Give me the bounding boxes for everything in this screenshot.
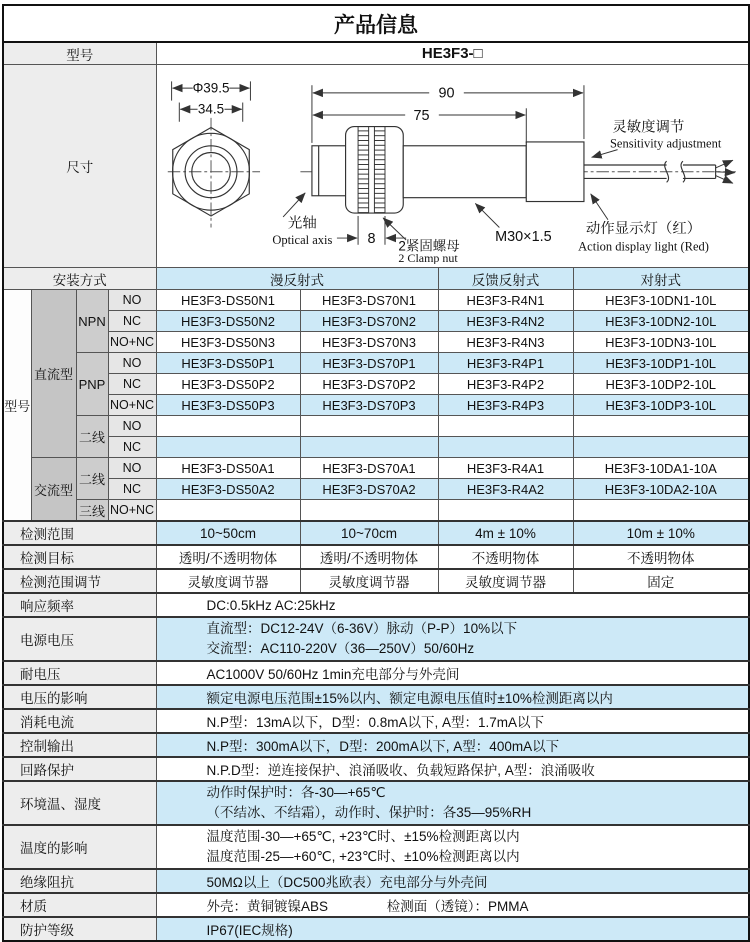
spec-value: 10~50cm <box>156 521 300 545</box>
spec-value: 固定 <box>573 569 749 593</box>
spec-value <box>156 617 749 661</box>
spec-value: IP67(IEC规格) <box>156 917 749 941</box>
product-table <box>2 4 750 942</box>
model-cell: HE3F3-R4P2 <box>438 374 573 395</box>
output-type: NO+NC <box>108 332 156 353</box>
product-info-sheet <box>2 4 748 942</box>
optical-axis-callout <box>272 192 332 246</box>
spec-label: 环境温、湿度 <box>3 781 156 825</box>
output-type: NO <box>108 290 156 311</box>
spec-label: 材质 <box>3 893 156 917</box>
dim-8-text: 8 <box>367 230 376 247</box>
spec-value: N.P型：13mA以下，D型：0.8mA以下, A型：1.7mA以下 <box>156 709 749 733</box>
wiring-2wire-ac: 二线 <box>76 458 108 500</box>
model-cell: HE3F3-10DN2-10L <box>573 311 749 332</box>
dimension-drawing-cell <box>156 65 749 268</box>
wiring-3wire: 三线 <box>76 500 108 522</box>
spec-label: 防护等级 <box>3 917 156 941</box>
model-cell <box>300 416 438 437</box>
spec-value: 不透明物体 <box>573 545 749 569</box>
spec-value: 额定电源电压范围±15%以内、额定电源电压值时±10%检测距离以内 <box>156 685 749 709</box>
power-type-dc: 直流型 <box>31 290 76 458</box>
spec-value <box>156 893 749 917</box>
clamp-nut-en: 2 Clamp nut <box>397 250 458 264</box>
output-type: NO <box>108 353 156 374</box>
mounting-type-throughbeam: 对射式 <box>573 268 749 290</box>
spec-value: N.P型：300mA以下，D型：200mA以下, A型：400mA以下 <box>156 733 749 757</box>
model-cell: HE3F3-R4P3 <box>438 395 573 416</box>
model-cell <box>300 437 438 458</box>
sensitivity-cn: 灵敏度调节 <box>611 118 684 135</box>
output-type: NO+NC <box>108 500 156 522</box>
model-cell <box>156 416 300 437</box>
model-cell: HE3F3-R4N1 <box>438 290 573 311</box>
action-light-cn: 动作显示灯（红） <box>585 220 701 237</box>
model-cell: HE3F3-DS50A1 <box>156 458 300 479</box>
model-cell: HE3F3-DS50P2 <box>156 374 300 395</box>
model-cell: HE3F3-R4N3 <box>438 332 573 353</box>
model-cell: HE3F3-DS70N1 <box>300 290 438 311</box>
spec-line: 温度范围-25—+60℃, +23℃时、±10%检测距离以内 <box>206 849 520 864</box>
spec-value: 透明/不透明物体 <box>300 545 438 569</box>
model-cell: HE3F3-10DP3-10L <box>573 395 749 416</box>
spec-line: （不结冰、不结霜），动作时、保护时：各35—95%RH <box>206 805 532 820</box>
model-cell: HE3F3-DS70A2 <box>300 479 438 500</box>
front-flats-text: 34.5 <box>197 101 224 117</box>
model-cell <box>438 416 573 437</box>
spec-value: 不透明物体 <box>438 545 573 569</box>
spec-value: 4m ± 10% <box>438 521 573 545</box>
model-row <box>3 416 749 437</box>
output-type: NO+NC <box>108 395 156 416</box>
spec-label: 绝缘阻抗 <box>3 869 156 893</box>
model-cell: HE3F3-10DP1-10L <box>573 353 749 374</box>
model-cell: HE3F3-DS70N2 <box>300 311 438 332</box>
action-light-callout <box>578 193 709 253</box>
spec-label: 检测目标 <box>3 545 156 569</box>
mounting-row <box>3 268 749 290</box>
wiring-2wire-dc: 二线 <box>76 416 108 458</box>
model-cell <box>438 500 573 522</box>
model-cell <box>300 500 438 522</box>
thread-callout <box>475 203 551 244</box>
optical-axis-cn: 光轴 <box>287 214 317 231</box>
dim-75-text: 75 <box>412 107 430 124</box>
header-row <box>3 5 749 42</box>
front-view <box>167 80 259 227</box>
spec-line: 动作时保护时：各-30—+65℃ <box>206 785 386 800</box>
spec-row-temp-influence <box>3 825 749 869</box>
clamp-nut-cn: 2紧固螺母 <box>397 238 460 254</box>
action-light-en: Action display light (Red) <box>577 239 709 254</box>
spec-row-detect-target <box>3 545 749 569</box>
dimension-8 <box>336 215 405 246</box>
spec-label: 检测范围 <box>3 521 156 545</box>
output-type: NO <box>108 458 156 479</box>
spec-row-control-output <box>3 733 749 757</box>
spec-value: 灵敏度调节器 <box>300 569 438 593</box>
material-lens: 检测面（透镜）：PMMA <box>386 899 529 914</box>
model-value: HE3F3-□ <box>156 42 749 65</box>
spec-value: 50MΩ以上（DC500兆欧表）充电部分与外壳间 <box>156 869 749 893</box>
spec-label: 电压的影响 <box>3 685 156 709</box>
model-cell: HE3F3-10DN3-10L <box>573 332 749 353</box>
output-type: NC <box>108 374 156 395</box>
optical-axis-en: Optical axis <box>271 232 332 247</box>
output-type: NO <box>108 416 156 437</box>
model-number-row <box>3 42 749 65</box>
thread-text: M30×1.5 <box>494 228 552 245</box>
spec-value <box>156 825 749 869</box>
model-cell <box>573 416 749 437</box>
model-row <box>3 437 749 458</box>
spec-line: 直流型：DC12-24V（6-36V）脉动（P-P）10%以下 <box>206 621 518 636</box>
spec-value: 10m ± 10% <box>573 521 749 545</box>
model-cell: HE3F3-R4N2 <box>438 311 573 332</box>
spec-row-protection-rating <box>3 917 749 941</box>
model-cell: HE3F3-DS70N3 <box>300 332 438 353</box>
spec-value: 灵敏度调节器 <box>438 569 573 593</box>
model-cell: HE3F3-DS70P2 <box>300 374 438 395</box>
model-cell: HE3F3-DS50N2 <box>156 311 300 332</box>
model-row <box>3 479 749 500</box>
model-row <box>3 332 749 353</box>
mounting-type-retroreflective: 反馈反射式 <box>438 268 573 290</box>
dimensions-row <box>3 65 749 268</box>
spec-value: 10~70cm <box>300 521 438 545</box>
model-row <box>3 311 749 332</box>
model-label: 型号 <box>3 42 156 65</box>
dimension-drawing <box>157 66 749 264</box>
material-shell: 外壳：黄铜镀镍ABS <box>206 899 329 914</box>
dimension-75 <box>312 107 525 142</box>
model-cell: HE3F3-R4P1 <box>438 353 573 374</box>
mounting-label: 安装方式 <box>3 268 156 290</box>
spec-row-ambient <box>3 781 749 825</box>
model-cell: HE3F3-10DP2-10L <box>573 374 749 395</box>
spec-row-supply-voltage <box>3 617 749 661</box>
model-row <box>3 458 749 479</box>
model-row <box>3 374 749 395</box>
page-title: 产品信息 <box>3 5 749 42</box>
front-diameter-text: Φ39.5 <box>192 79 229 95</box>
model-cell: HE3F3-DS50P1 <box>156 353 300 374</box>
model-cell: HE3F3-DS50A2 <box>156 479 300 500</box>
model-cell: HE3F3-10DA2-10A <box>573 479 749 500</box>
spec-value: 透明/不透明物体 <box>156 545 300 569</box>
spec-row-voltage-influence <box>3 685 749 709</box>
spec-value <box>156 781 749 825</box>
model-cell <box>156 437 300 458</box>
spec-row-withstand-voltage <box>3 661 749 685</box>
clamp-nut-callout <box>383 217 460 263</box>
spec-label: 响应频率 <box>3 593 156 617</box>
model-cell <box>156 500 300 522</box>
spec-row-detect-range <box>3 521 749 545</box>
model-cell <box>573 437 749 458</box>
spec-row-current-consumption <box>3 709 749 733</box>
model-cell: HE3F3-DS70P1 <box>300 353 438 374</box>
spec-line: 交流型：AC110-220V（36—250V）50/60Hz <box>206 641 475 656</box>
model-row <box>3 290 749 311</box>
dimensions-label: 尺寸 <box>3 65 156 268</box>
power-type-ac: 交流型 <box>31 458 76 522</box>
sensitivity-callout <box>591 117 721 157</box>
model-row <box>3 395 749 416</box>
spec-value: N.P.D型：逆连接保护、浪涌吸收、负载短路保护, A型：浪涌吸收 <box>156 757 749 781</box>
model-row <box>3 500 749 522</box>
spec-label: 温度的影响 <box>3 825 156 869</box>
model-cell: HE3F3-10DA1-10A <box>573 458 749 479</box>
side-view <box>272 85 735 264</box>
models-axis-label: 型号 <box>3 290 31 522</box>
spec-row-insulation <box>3 869 749 893</box>
model-cell: HE3F3-DS70P3 <box>300 395 438 416</box>
dim-90-text: 90 <box>437 85 455 102</box>
model-cell: HE3F3-DS50N1 <box>156 290 300 311</box>
spec-label: 控制输出 <box>3 733 156 757</box>
model-cell: HE3F3-DS50N3 <box>156 332 300 353</box>
spec-value: DC:0.5kHz AC:25kHz <box>156 593 749 617</box>
spec-label: 回路保护 <box>3 757 156 781</box>
model-cell: HE3F3-DS50P3 <box>156 395 300 416</box>
output-type: NC <box>108 479 156 500</box>
spec-value: 灵敏度调节器 <box>156 569 300 593</box>
model-cell <box>438 437 573 458</box>
model-cell: HE3F3-R4A1 <box>438 458 573 479</box>
spec-row-circuit-protection <box>3 757 749 781</box>
spec-label: 耐电压 <box>3 661 156 685</box>
sensitivity-en: Sensitivity adjustment <box>609 136 721 151</box>
dimension-front-diameter <box>171 80 250 100</box>
output-type: NC <box>108 311 156 332</box>
spec-row-material <box>3 893 749 917</box>
output-type: NC <box>108 437 156 458</box>
model-cell: HE3F3-DS70A1 <box>300 458 438 479</box>
spec-row-range-adjust <box>3 569 749 593</box>
spec-label: 检测范围调节 <box>3 569 156 593</box>
spec-value: AC1000V 50/60Hz 1min充电部分与外壳间 <box>156 661 749 685</box>
wiring-npn: NPN <box>76 290 108 353</box>
mounting-type-diffuse: 漫反射式 <box>156 268 438 290</box>
model-row <box>3 353 749 374</box>
model-cell: HE3F3-R4A2 <box>438 479 573 500</box>
spec-label: 消耗电流 <box>3 709 156 733</box>
model-cell <box>573 500 749 522</box>
model-cell: HE3F3-10DN1-10L <box>573 290 749 311</box>
wiring-pnp: PNP <box>76 353 108 416</box>
spec-label: 电源电压 <box>3 617 156 661</box>
spec-line: 温度范围-30—+65℃, +23℃时、±15%检测距离以内 <box>206 829 520 844</box>
spec-row-response-freq <box>3 593 749 617</box>
